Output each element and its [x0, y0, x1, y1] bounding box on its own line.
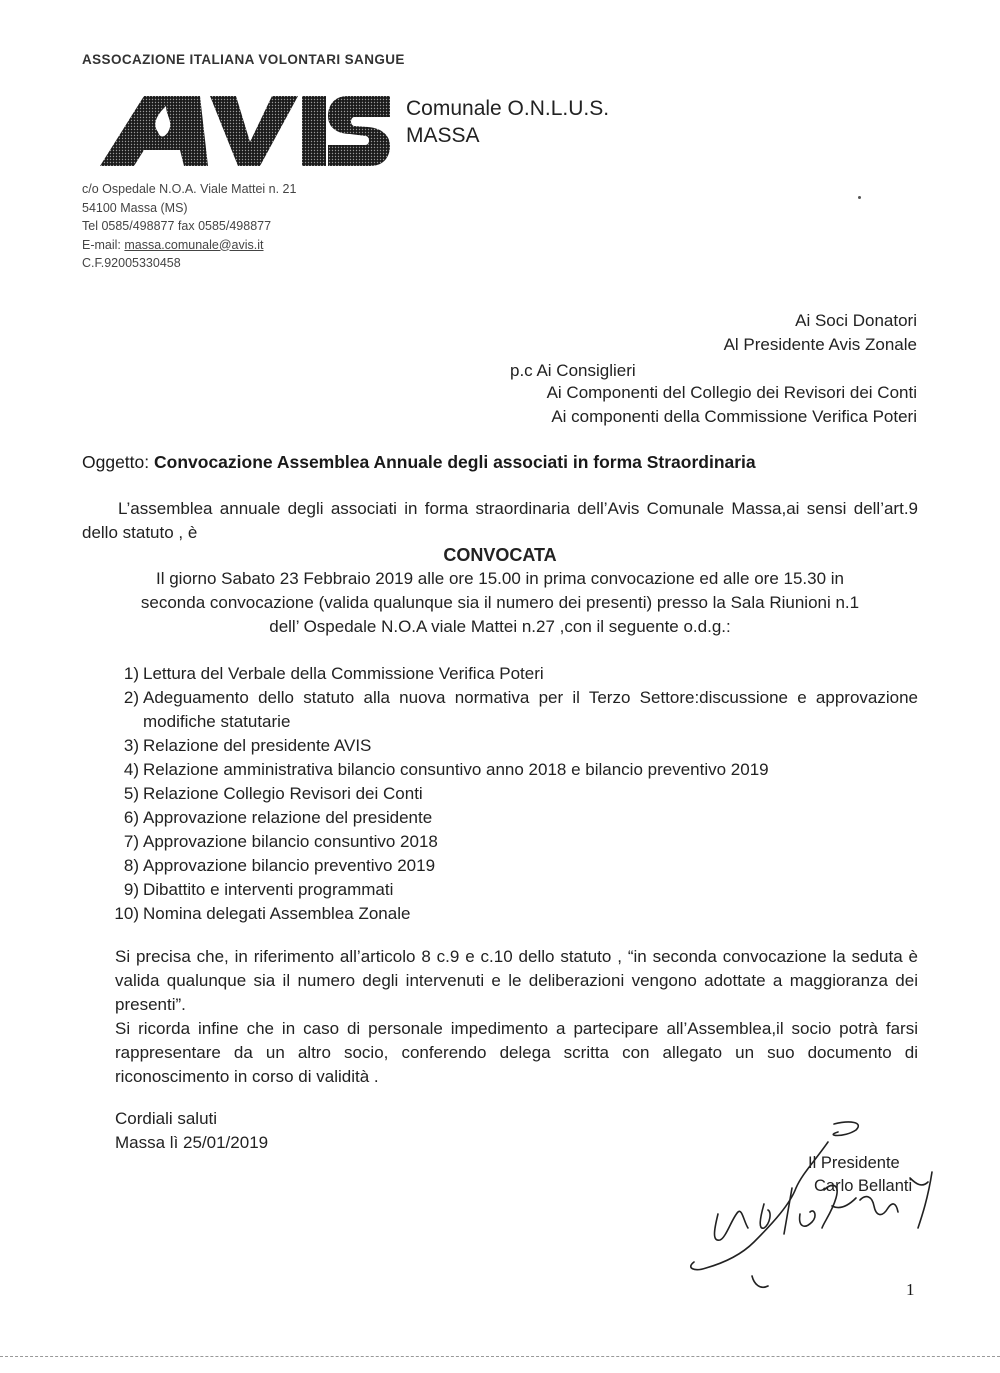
meeting-details-line: dell’ Ospedale N.O.A viale Mattei n.27 ,con il seguente o.d.g.:	[269, 617, 731, 636]
avis-logo	[100, 92, 390, 170]
address-line: c/o Ospedale N.O.A. Viale Mattei n. 21	[82, 182, 297, 196]
page-number: 1	[906, 1280, 915, 1299]
agenda-number: 4)	[123, 760, 139, 779]
agenda-number: 8)	[123, 856, 139, 875]
subject-text: Convocazione Assemblea Annuale degli associati in forma Straordinaria	[154, 452, 756, 472]
agenda-list	[82, 662, 918, 926]
postal-line: 54100 Massa (MS)	[82, 200, 188, 215]
agenda-item	[82, 806, 918, 830]
proxy-note: Si ricorda infine che in caso di personale impedimento a partecipare all’Assemblea,il socio potrà farsi rappresentare da un altro socio, conferendo delega scritta con allegato un suo documento di riconoscimento in corso di validità .	[115, 1019, 918, 1086]
meeting-details-line: seconda convocazione (valida qualunque sia il numero dei presenti) presso la Sala Riunioni n.1	[140, 593, 860, 612]
agenda-text: Approvazione bilancio preventivo 2019	[143, 856, 436, 875]
agenda-number: 1)	[123, 664, 139, 683]
meeting-details	[82, 567, 918, 639]
agenda-number: 2)	[123, 688, 139, 707]
greeting: Cordiali saluti	[115, 1109, 218, 1128]
agenda-item	[82, 782, 918, 806]
agenda-text: Relazione amministrativa bilancio consuntivo anno 2018 e bilancio preventivo 2019	[143, 760, 769, 779]
agenda-text: Relazione del presidente AVIS	[143, 736, 372, 755]
agenda-item	[82, 758, 918, 782]
notes-section	[115, 945, 918, 1089]
agenda-item	[82, 734, 918, 758]
agenda-text: Dibattito e interventi programmati	[143, 880, 394, 899]
email-link[interactable]: massa.comunale@avis.it	[124, 237, 264, 252]
handwritten-signature	[664, 1118, 944, 1293]
recipient-revisori: Ai Componenti del Collegio dei Revisori dei Conti	[546, 383, 917, 402]
place-date: Massa lì 25/01/2019	[115, 1133, 269, 1152]
agenda-item	[82, 902, 918, 926]
agenda-item	[82, 830, 918, 854]
agenda-item	[82, 662, 918, 686]
quorum-note: Si precisa che, in riferimento all’articolo 8 c.9 e c.10 dello statuto , “in seconda convocazione la seduta è valida qualunque sia il numero degli intervenuti e le deliberazioni vengono adottate a maggioranza dei presenti”.	[115, 947, 918, 1014]
phone-line: Tel 0585/498877 fax 0585/498877	[82, 219, 272, 233]
association-name: ASSOCAZIONE ITALIANA VOLONTARI SANGUE	[82, 52, 405, 67]
city-label: MASSA	[406, 124, 480, 147]
agenda-text: Approvazione bilancio consuntivo 2018	[143, 832, 438, 851]
agenda-number: 10)	[114, 904, 139, 923]
signatory-role: Il Presidente	[808, 1154, 900, 1172]
recipient-soci: Ai Soci Donatori	[795, 311, 917, 330]
agenda-text: Approvazione relazione del presidente	[143, 808, 433, 827]
convocata-heading: CONVOCATA	[443, 545, 557, 565]
subject-label: Oggetto:	[82, 452, 154, 472]
agenda-item	[82, 854, 918, 878]
address-block	[82, 180, 296, 273]
comunale-label: Comunale O.N.L.U.S.	[406, 97, 610, 120]
scan-speck	[858, 196, 861, 199]
intro-paragraph: L’assemblea annuale degli associati in forma straordinaria dell’Avis Comunale Massa,ai sensi dell’art.9 dello statuto , è	[82, 499, 918, 542]
subject-line	[82, 452, 756, 473]
agenda-text: Relazione Collegio Revisori dei Conti	[143, 784, 423, 803]
agenda-number: 5)	[123, 784, 139, 803]
scan-bottom-edge	[0, 1356, 1000, 1357]
agenda-text: Adeguamento dello statuto alla nuova normativa per il Terzo Settore:discussione e approvazione modifiche statutarie	[143, 688, 918, 731]
email-label: E-mail:	[82, 237, 125, 252]
chapter-name	[406, 95, 609, 149]
meeting-details-line: Il giorno Sabato 23 Febbraio 2019 alle ore 15.00 in prima convocazione ed alle ore 15.30 in	[155, 569, 845, 588]
recipient-presidente: Al Presidente Avis Zonale	[723, 335, 917, 354]
tax-code: C.F.92005330458	[82, 256, 181, 270]
agenda-item	[82, 878, 918, 902]
agenda-number: 6)	[123, 808, 139, 827]
agenda-number: 7)	[123, 832, 139, 851]
agenda-text: Lettura del Verbale della Commissione Verifica Poteri	[143, 664, 544, 683]
agenda-item	[82, 686, 918, 734]
agenda-number: 9)	[123, 880, 139, 899]
signatory-name: Carlo Bellanti	[814, 1177, 913, 1195]
agenda-number: 3)	[123, 736, 139, 755]
recipient-commissione: Ai componenti della Commissione Verifica Poteri	[551, 407, 917, 426]
email-line	[82, 236, 296, 255]
closing-block	[115, 1107, 268, 1155]
agenda-text: Nomina delegati Assemblea Zonale	[143, 904, 411, 923]
recipient-consiglieri: p.c Ai Consiglieri	[510, 361, 636, 380]
